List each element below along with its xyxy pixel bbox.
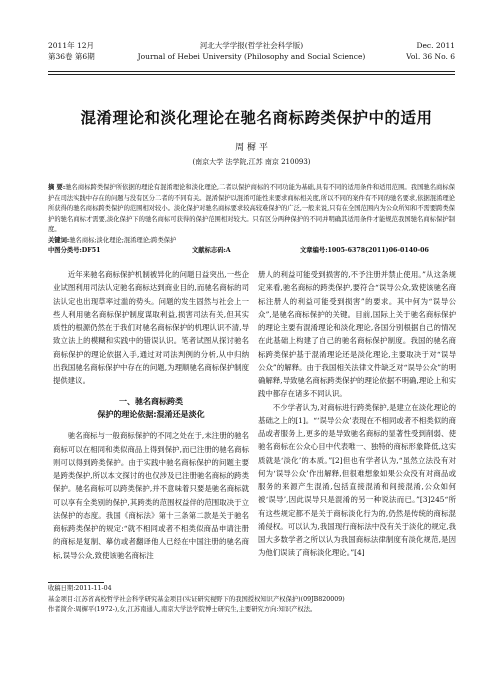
article-author: 周 樨 平: [235, 143, 268, 153]
running-header: [48, 40, 455, 74]
section-heading: 一、驰名商标跨类 保护的理论依据:混淆还是淡化: [97, 397, 205, 420]
body-paragraph: 册人的利益可能受到损害的,不予注册并禁止使用。”从这条规定来看,驰名商标的跨类保护,要符合“误导公众,致使该驰名商标注册人的利益可能受到损害”的要求。其中何为“误导公众”,是驰名商标保护的关键。目前,国际上关于驰名商标保护的理论主要有混淆理论和淡化理论,各国分别根据自己的情况在此基础上构建了自己的驰名商标保护制度。我国的驰名商标跨类保护基于混淆理论还是淡化理论,主要取决于对“误导公众”的解释。由于我国相关法律文件缺乏对“误导公众”的明确解释,导致驰名商标跨类保护的理论依据不明确,理论上和实践中都存在诸多不同认识。: [258, 270, 456, 399]
footnote-rule: [48, 582, 104, 583]
header-issue-date: 2011年 12月 第36卷 第6期: [48, 41, 95, 61]
body-column-right: [258, 268, 456, 560]
header-journal-name: 河北大学学报(哲学社会科学版) Journal of Hebei University (Philosophy and Social Science): [137, 41, 366, 61]
article-title: 混淆理论和淡化理论在驰名商标跨类保护中的适用: [80, 109, 433, 127]
footnotes: [48, 584, 455, 616]
abstract: [48, 183, 455, 236]
article-number: 文章编号:1005-6378(2011)06-0140-06: [300, 247, 429, 254]
keywords: [48, 236, 455, 246]
body-column-left: [53, 268, 249, 562]
author-bio: 作者简介:周樨平(1972-),女,江苏南通人,南京大学法学院博士研究生,主要研究方向:知识产权法。: [48, 606, 317, 613]
header-rule: [48, 71, 455, 75]
body-paragraph: 不少学者认为,对商标进行跨类保护,是建立在淡化理论的基础之上的[1]。“‘误导公众’表现在不相同或者不相类似的商品或者服务上,更多的是导致驰名商标的显著性受到削弱、使驰名商标在公众心目中代表唯一、独特的商标形象降低,这实质就是‘淡化’的本质。”[2]但也有学者认为,“虽然立法没有对何为‘误导公众’作出解释,但很难想象如果公众没有对商品或服务的来源产生混淆,包括直接混淆和间接混淆,公众如何被‘误导’,因此误导只是混淆的另一种说法而已。”[3]245“所有这些规定都不是关于商标淡化行为的,仍然是传统的商标混淆侵权。可以认为,我国现行商标法中没有关于淡化的规定,我国大多数学者之所以认为我国商标法律制度有淡化规范,是因为他们误读了商标淡化理论。”[4]: [258, 402, 456, 558]
abstract-label: 摘 要:: [48, 184, 66, 191]
fund-info: 基金项目:江苏省高校哲学社会科学研究基金项目(实证研究视野下的我国授权知识产权保护)(09JB820009): [48, 595, 345, 603]
keywords-text: 驰名商标;淡化理论;混淆理论;跨类保护: [69, 237, 177, 244]
document-code: 文献标志码:A: [192, 247, 231, 254]
author-affiliation: (南京大学 法学院,江苏 南京 210093): [192, 158, 311, 166]
header-volume: Dec. 2011 Vol. 36 No. 6: [406, 41, 455, 61]
abstract-text: 驰名商标跨类保护所依据的理论有混淆理论和淡化理论,二者以保护商标的不同功能为基础,具有不同的适用条件和适用范围。我国驰名商标保护在司法实践中存在的问题与没有区分二者的不同有关。混淆保护以混淆可能性来要求商标相关度,所以不同的案件有不同的驰名要求,依据混淆理论所获得的驰名商标跨类保护的范围相对较小。淡化保护对驰名商标要求较高较难保护的广泛,一般来说,只有在全国范围内为公众所知和不需要跨类保护的驰名商标才需要,淡化保护下的驰名商标可获得的保护范围相对较大。只有区分两种保护的不同并明确其适用条件才能规范我国驰名商标保护制度。: [48, 184, 456, 234]
body-paragraph: 驰名商标与一般商标保护的不同之处在于,未注册的驰名商标可以在相同和类似商品上得到保护,而已注册的驰名商标则可以得到跨类保护。由于实践中驰名商标保护的问题主要是跨类保护,所以本文探讨的也仅涉及已注册驰名商标的跨类保护。驰名商标可以跨类保护,并不意味着只要是驰名商标就可以享有全类别的保护,其跨类的范围权益伴的范围取决于立法保护的态度。我国《商标法》第十三条第二款是关于驰名商标跨类保护的规定:“就不相同或者不相类似商品申请注册的商标是复制、摹仿或者翻译他人已经在中国注册的驰名商标,误导公众,致使该驰名商标注: [53, 431, 249, 560]
keywords-label: 关键词:: [48, 237, 70, 244]
body-paragraph: 近年来驰名商标保护机制被异化的问题日益突出,一些企业试图利用司法认定驰名商标达到商业目的,而驰名商标的司法认定也出现草率过滥的势头。问题的发生固然与社会上一些人利用驰名商标保护制度谋取利益,损害司法有关,但其实质性的根源仍然在于我们对驰名商标保护的机理认识不清,导致立法上的模糊和实践中的错误认识。笔者试图从探讨驰名商标保护的理论依据入手,通过对司法判例的分析,从中归纳出我国驰名商标保护中存在的问题,为理顺驰名商标保护制度提供建议。: [53, 270, 249, 385]
clc-code: 中图分类号:DF51: [48, 247, 101, 254]
received-date: 收稿日期:2011-11-04: [48, 585, 112, 592]
